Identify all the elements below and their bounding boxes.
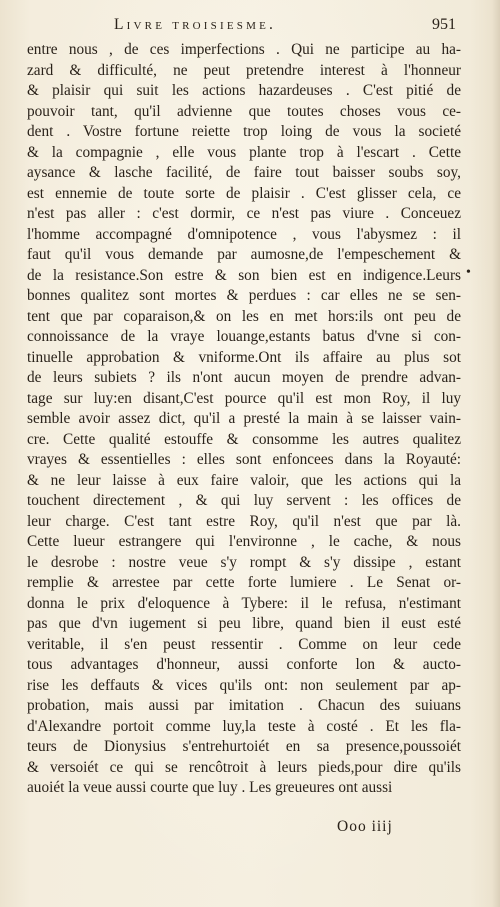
text-line: dent . Vostre fortune reiette trop loing de vous la societé [27,123,461,140]
text-line: vrayes & essentielles : elles sont enfoncees dans la Royauté: [27,451,461,468]
page-header [52,16,470,40]
text-line: touchent directement , & qui luy servent : les offices de [27,492,461,509]
text-line: pas que d'vn iugement si peu libre, quand bien il eust esté [27,615,461,632]
signature-mark: Ooo iiij [337,818,393,835]
text-line: probation, mais aussi par imitation . Chacun des suiuans [27,697,461,714]
text-line: semble avoir assez dict, qu'il a presté la main à se laisser vain- [27,410,461,427]
text-line: le desrobe : nostre veue s'y rompt & s'y dissipe , estant [27,553,461,571]
text-line: cre. Cette qualité estouffe & consomme les autres qualitez [27,430,461,448]
text-line: faut qu'il vous demande par aumosne,de l'empeschement & [27,246,461,263]
text-line: tent que par coparaison,& on les en met hors:ils ont peu de [27,307,461,325]
footer [0,818,500,840]
text-line: n'est pas aller : c'est dormir, ce n'est pas viure . Conceuez [27,205,461,222]
text-line: bonnes qualitez sont mortes & perdues : car elles ne se sen- [27,287,461,304]
text-line: auoiét la veue aussi courte que luy . Les greueures ont aussi [27,779,393,796]
text-line: & ne leur laisse à eux faire valoir, que les actions qui la [27,471,461,489]
page-edge-shadow [492,0,500,907]
text-line: de la resistance.Son estre & son bien est en indigence.Leurs [27,266,461,284]
text-line: l'homme accompagné d'omnipotence , vous l'abysmez : il [27,225,461,243]
text-line: est ennemie de toute sorte de plaisir . C'est glisser cela, ce [27,184,461,202]
text-line: Cette lueur estrangere qui l'environne , le cache, & nous [27,533,461,550]
text-line: de leurs subiets ? ils n'ont aucun moyen de prendre advan- [27,369,461,386]
text-line: tage sur luy:en disant,C'est pource qu'il est mon Roy, il luy [27,389,461,407]
text-line: leur charge. C'est tant estre Roy, qu'il n'est que par là. [27,512,461,530]
text-line: donna le prix d'eloquence à Tybere: il le refusa, n'estimant [27,594,461,612]
body-text [27,40,461,799]
text-line: & la compagnie , elle vous plante trop à l'escart . Cette [27,143,461,161]
text-line: tous advantages d'honneur, aussi conforte lon & aucto- [27,656,461,673]
text-line: connoissance de la vraye louange,estants batus d'vne si con- [27,328,461,345]
text-line: pouvoir tant, qu'il advienne que toutes choses vous ce- [27,102,461,120]
text-line: & versoiét ce qui se rencôtroit à leurs pieds,pour dire qu'ils [27,758,461,776]
text-line: veritable, il s'en peust ressentir . Comme on leur cede [27,635,461,653]
text-line: & plaisir qui suit les actions hazardeuses . C'est pitié de [27,82,461,99]
margin-mark: • [466,265,471,280]
text-line: remplie & arrestee par cette forte lumiere . Le Senat or- [27,574,461,591]
text-line: d'Alexandre portoit comme luy,la teste à costé . Et les fla- [27,717,461,735]
text-line: rise les deffauts & vices qu'ils ont: non seulement par ap- [27,676,461,694]
text-line: teurs de Dionysius s'entrehurtoiét en sa presence,poussoiét [27,738,461,755]
text-line: entre nous , de ces imperfections . Qui ne participe au ha- [27,41,461,58]
page-number: 951 [432,16,456,33]
running-head: Livre troisiesme. [114,16,277,33]
text-line: tinuelle approbation & vniforme.Ont ils affaire au plus sot [27,348,461,366]
text-line: aysance & lasche facilité, de faire tout baisser soubs soy, [27,164,461,181]
text-line: zard & difficulté, ne peut pretendre interest à l'honneur [27,61,461,79]
